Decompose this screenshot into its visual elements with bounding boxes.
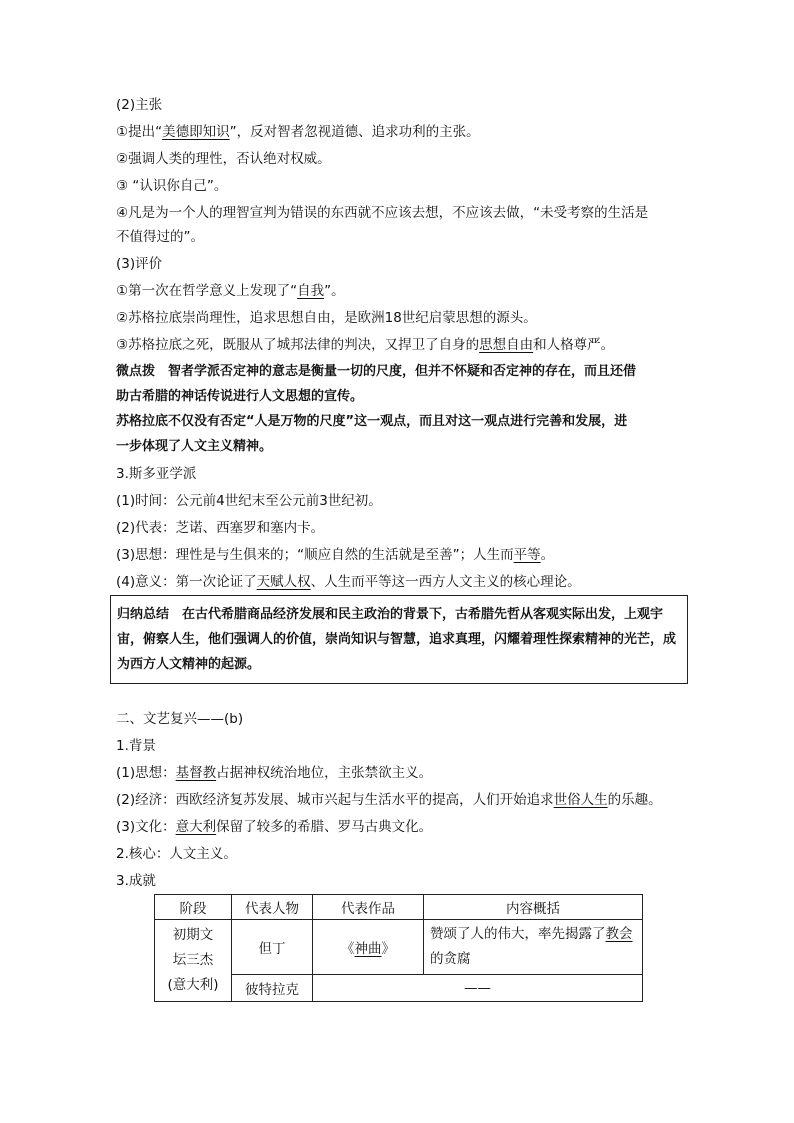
subheading-evaluation: (3)评价 [116, 256, 163, 272]
tip-line-1: 微点拨 智者学派否定神的意志是衡量一切的尺度，但并不怀疑和否定神的存在，而且还借 [116, 364, 637, 379]
summary-text: 归纳总结 在古代希腊商品经济发展和民主政治的背景下，古希腊先哲从客观实际出发，上观宇宙，俯察人生，他们强调人的价值，崇尚知识与智慧，追求真理，闪耀着理性探索精神的光芒，成为西方人文精神的起源。 [117, 607, 677, 672]
tip-line-3: 苏格拉底不仅没有否定“人是万物的尺度”这一观点，而且对这一观点进行完善和发展，进 [116, 414, 628, 429]
claim-3: ③ “认识你自己”。 [116, 178, 228, 194]
evaluation-1: ①第一次在哲学意义上发现了“自我”。 [116, 283, 345, 299]
evaluation-2: ②苏格拉底崇尚理性，追求思想自由，是欧洲18世纪启蒙思想的源头。 [116, 310, 537, 326]
background-heading: 1.背景 [116, 738, 156, 754]
subheading-claims: (2)主张 [116, 97, 163, 113]
summary-box [110, 595, 688, 684]
work-cell: 《神曲》 [313, 920, 424, 975]
table-row [155, 920, 643, 975]
renaissance-title: 二、文艺复兴——(b) [116, 711, 244, 727]
stoic-representatives: (2)代表：芝诺、西塞罗和塞内卡。 [116, 520, 325, 536]
header-stage: 阶段 [155, 895, 232, 920]
stoic-time: (1)时间：公元前4世纪末至公元前3世纪初。 [116, 493, 382, 509]
claim-4-cont: 不值得过的”。 [116, 229, 204, 245]
claim-4: ④凡是为一个人的理智宣判为错误的东西就不应该去想，不应该去做，“未受考察的生活是 [116, 205, 649, 221]
evaluation-3: ③苏格拉底之死，既服从了城邦法律的判决，又捍卫了自身的思想自由和人格尊严。 [116, 337, 615, 353]
content-cell: 赞颂了人的伟大，率先揭露了教会的贪腐 [424, 920, 643, 975]
document-page [116, 96, 688, 1002]
stage-cell: 初期文 坛三杰 (意大利) [155, 920, 232, 1002]
person-cell: 但丁 [232, 920, 313, 975]
background-economy: (2)经济：西欧经济复苏发展、城市兴起与生活水平的提高，人们开始追求世俗人生的乐趣。 [116, 792, 662, 808]
background-culture: (3)文化：意大利保留了较多的希腊、罗马古典文化。 [116, 819, 433, 835]
claim-2: ②强调人类的理性，否认绝对权威。 [116, 151, 331, 167]
tip-line-4: 一步体现了人文主义精神。 [116, 439, 273, 454]
header-content: 内容概括 [424, 895, 643, 920]
tip-line-2: 助古希腊的神话传说进行人文思想的宣传。 [116, 389, 364, 404]
achievements-heading: 3.成就 [116, 873, 156, 889]
header-person: 代表人物 [232, 895, 313, 920]
stoic-title: 3.斯多亚学派 [116, 466, 197, 482]
claim-1: ①提出“美德即知识”，反对智者忽视道德、追求功利的主张。 [116, 124, 480, 140]
content-cell-merged: —— [313, 975, 643, 1002]
header-work: 代表作品 [313, 895, 424, 920]
achievements-table [154, 894, 643, 1002]
stoic-thought: (3)思想：理性是与生俱来的；“顺应自然的生活就是至善”；人生而平等。 [116, 547, 555, 563]
stoic-significance: (4)意义：第一次论证了天赋人权、人生而平等这一西方人文主义的核心理论。 [116, 574, 581, 590]
background-thought: (1)思想：基督教占据神权统治地位，主张禁欲主义。 [116, 765, 433, 781]
table-header-row [155, 895, 643, 920]
person-cell: 彼特拉克 [232, 975, 313, 1002]
core-line: 2.核心：人文主义。 [116, 846, 237, 862]
